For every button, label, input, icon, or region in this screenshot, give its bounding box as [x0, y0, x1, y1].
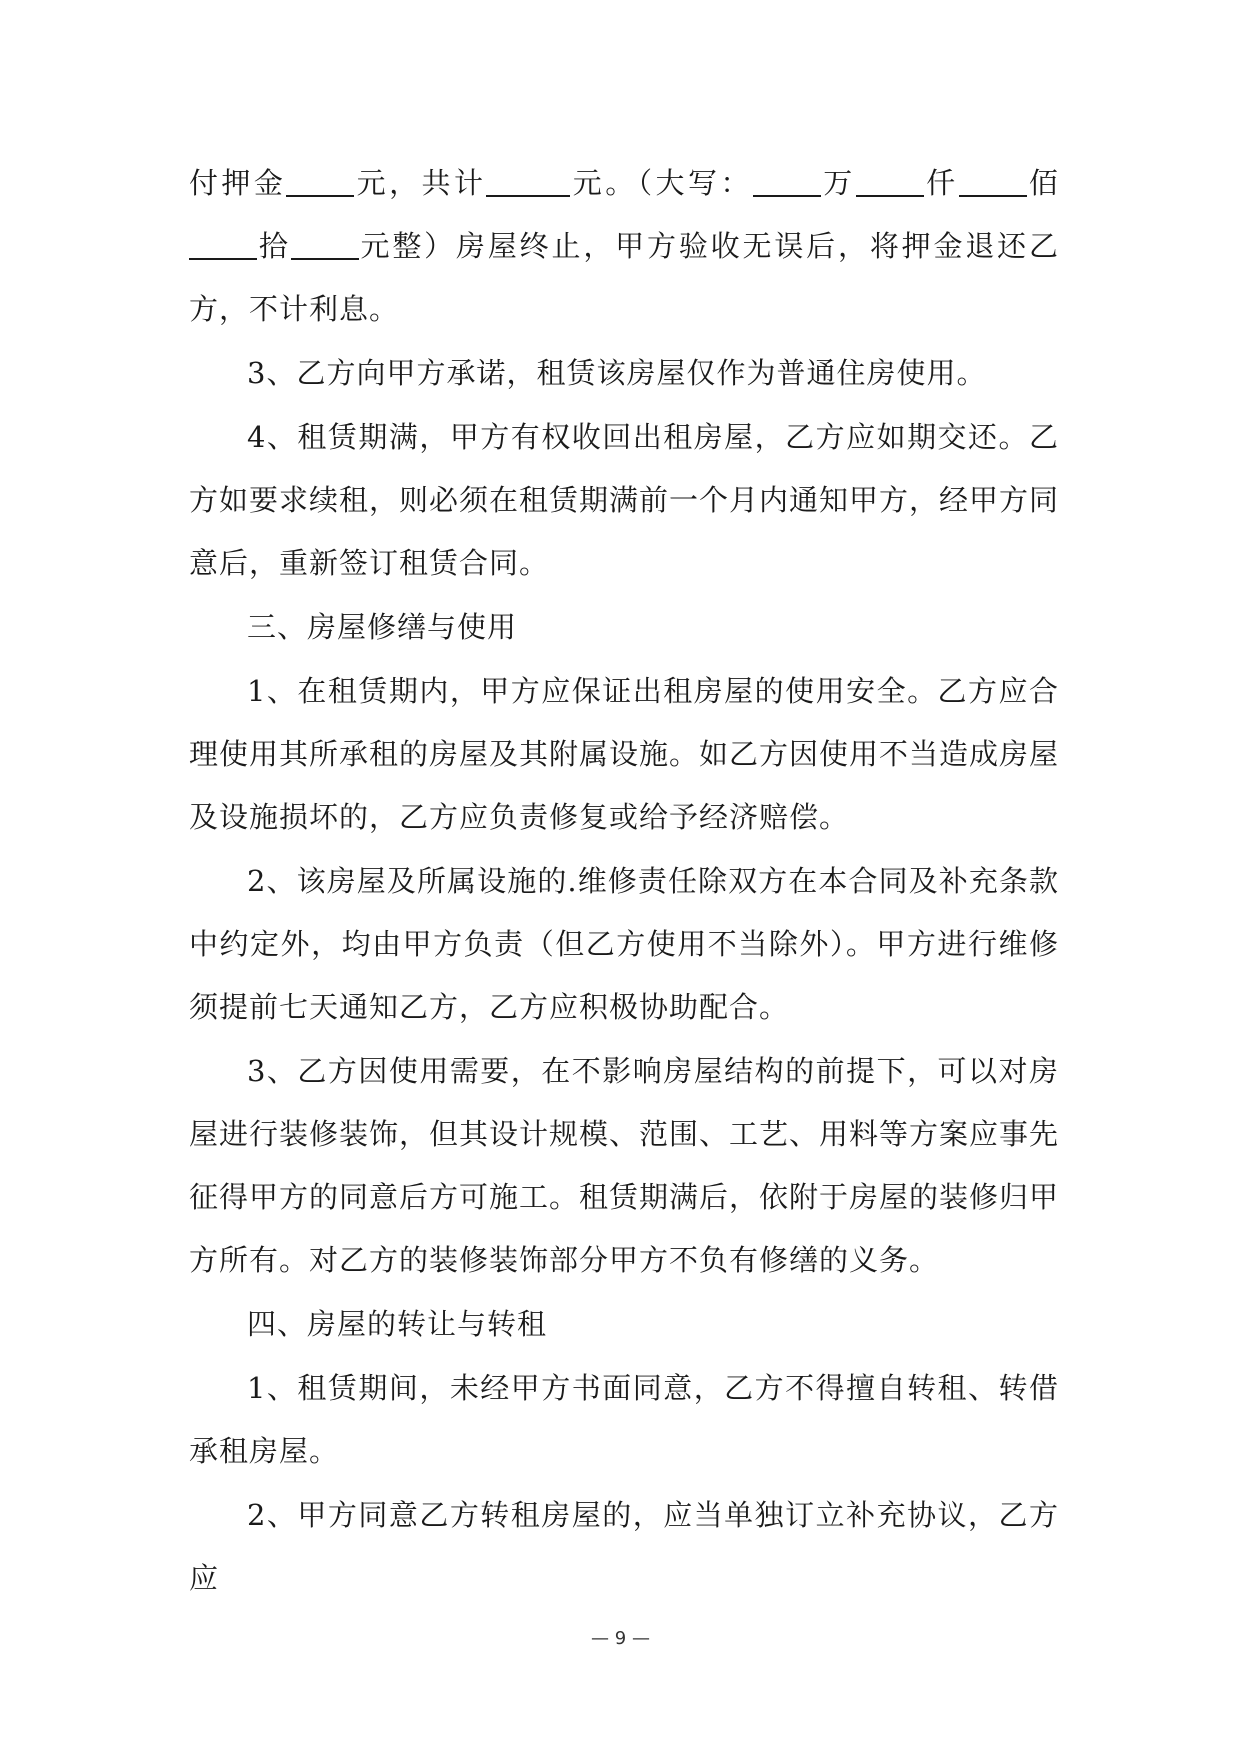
text-segment: 拾 — [257, 229, 291, 263]
text-segment: 元。（大写： — [570, 166, 753, 200]
fill-blank — [753, 167, 821, 197]
text-segment: 万 — [820, 166, 856, 200]
fill-blank — [291, 230, 359, 260]
section-heading-repair: 三、房屋修缮与使用 — [247, 610, 518, 644]
clause-2-sublease-agreement: 2、甲方同意乙方转租房屋的，应当单独订立补充协议，乙方应 — [189, 1498, 1059, 1595]
fill-blank — [856, 167, 924, 197]
clause-4-lease-renewal: 4、租赁期满，甲方有权收回出租房屋，乙方应如期交还。乙方如要求续租，则必须在租赁期满前一个月内通知甲方，经甲方同意后，重新签订租赁合同。 — [189, 420, 1060, 580]
text-segment: 佰 — [1026, 166, 1059, 200]
fill-blank — [286, 167, 354, 197]
clause-2-maintenance: 2、该房屋及所属设施的.维修责任除双方在本合同及补充条款中约定外，均由甲方负责（但乙方使用不当除外）。甲方进行维修须提前七天通知乙方，乙方应积极协助配合。 — [189, 864, 1059, 1024]
fill-blank — [959, 167, 1027, 197]
fill-blank — [189, 230, 257, 260]
clause-3-residential-use: 3、乙方向甲方承诺，租赁该房屋仅作为普通住房使用。 — [247, 356, 987, 390]
text-segment: 元，共计 — [354, 166, 487, 200]
clause-1-safety: 1、在租赁期内，甲方应保证出租房屋的使用安全。乙方应合理使用其所承租的房屋及其附属设施。如乙方因使用不当造成房屋及设施损坏的，乙方应负责修复或给予经济赔偿。 — [189, 674, 1060, 834]
section-heading-sublease: 四、房屋的转让与转租 — [247, 1307, 548, 1341]
paragraph-deposit — [189, 152, 1059, 341]
clause-1-no-sublease: 1、租赁期间，未经甲方书面同意，乙方不得擅自转租、转借承租房屋。 — [189, 1371, 1059, 1468]
text-segment: 仟 — [923, 166, 959, 200]
text-segment: 元整）房屋终止，甲方验收无误后，将押金退还乙方，不计利息。 — [189, 229, 1059, 326]
fill-blank — [486, 167, 570, 197]
page-number: — 9 — — [591, 1628, 650, 1649]
clause-3-decoration: 3、乙方因使用需要，在不影响房屋结构的前提下，可以对房屋进行装修装饰，但其设计规模、范围、工艺、用料等方案应事先征得甲方的同意后方可施工。租赁期满后，依附于房屋的装修归甲方所有。对乙方的装修装饰部分甲方不负有修缮的义务。 — [189, 1054, 1060, 1277]
text-segment: 付押金 — [189, 166, 287, 200]
document-body — [189, 152, 1059, 1611]
